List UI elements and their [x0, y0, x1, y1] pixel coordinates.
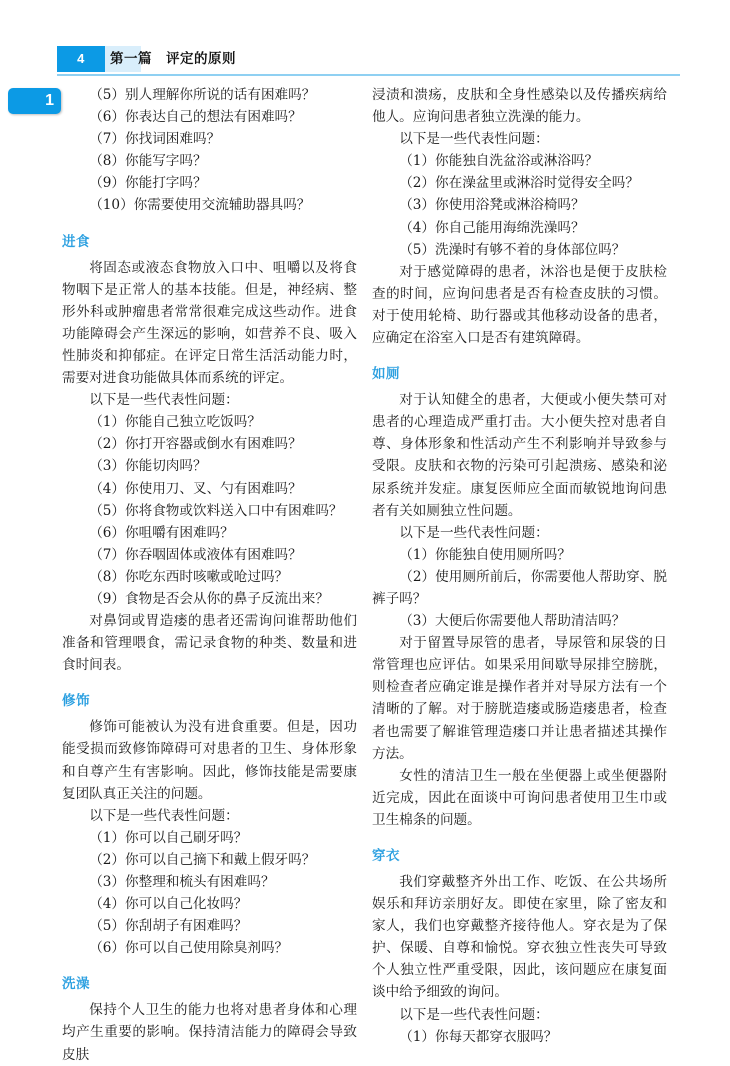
list-item: （4）你可以自己化妆吗？ — [89, 896, 248, 913]
list-item: （2）你在澡盆里或淋浴时觉得安全吗？ — [399, 175, 639, 192]
section-heading-eating: 进食 — [62, 233, 90, 250]
section-heading-dressing: 穿衣 — [372, 848, 400, 864]
section-heading-bathing: 洗澡 — [62, 976, 90, 993]
list-item: （8）你吃东西时咳嗽或呛过吗？ — [89, 568, 289, 585]
header-rule — [57, 74, 680, 76]
list-item: （5）别人理解你所说的话有困难吗？ — [89, 87, 316, 103]
page-body — [0, 84, 730, 1063]
section-paragraph: 修饰可能被认为没有进食重要。但是，因功能受损而致修饰障碍可对患者的卫生、身体形象和自尊产生有害影响。因此，修饰技能是需要康复团队真正关注的问题。 — [62, 719, 357, 802]
list-item: （2）使用厕所前后，你需要他人帮助穿、脱裤子吗？ — [372, 568, 667, 607]
chapter-tab-number: 1 — [45, 92, 54, 109]
section-paragraph: 对于感觉障碍的患者，沐浴也是便于皮肤检查的时间，应询问患者是否有检查皮肤的习惯。对于使用轮椅、助行器或其他移动设备的患者，应确定在浴室入口是否有建筑障碍。 — [372, 263, 667, 347]
section-paragraph: 女性的清洁卫生一般在坐便器上或坐便器附近完成，因此在面谈中可询问患者使用卫生巾或卫生棉条的问题。 — [372, 767, 667, 828]
lead-in-text: 以下是一些代表性问题： — [89, 807, 239, 824]
lead-in-text: 以下是一些代表性问题： — [89, 392, 239, 409]
section-heading-grooming: 修饰 — [62, 693, 90, 710]
list-item: （1）你每天都穿衣服吗？ — [399, 1028, 558, 1045]
question-list-toileting — [372, 544, 667, 632]
list-item: （1）你能自己独立吃饭吗？ — [89, 414, 261, 431]
list-item: （1）你能独自使用厕所吗？ — [399, 546, 571, 563]
list-item: （2）你打开容器或倒水有困难吗？ — [89, 436, 302, 453]
list-item: （2）你可以自己摘下和戴上假牙吗？ — [89, 851, 316, 868]
list-item: （1）你能独自洗盆浴或淋浴吗？ — [399, 153, 599, 170]
section-heading-toileting: 如厕 — [372, 366, 400, 383]
list-item: （4）你使用刀、叉、勺有困难吗？ — [89, 480, 302, 497]
list-item: （10）你需要使用交流辅助器具吗？ — [89, 197, 311, 214]
list-item: （3）你能切肉吗？ — [89, 458, 207, 475]
list-item: （7）你吞咽固体或液体有困难吗？ — [89, 546, 302, 563]
lead-in-text: 以下是一些代表性问题： — [399, 131, 549, 148]
list-item: （1）你可以自己刷牙吗？ — [89, 829, 248, 846]
section-paragraph: 将固态或液态食物放入口中、咀嚼以及将食物咽下是正常人的基本技能。但是，神经病、整形外科或肿瘤患者常常很难完成这些动作。进食功能障碍会产生深远的影响，如营养不良、吸入性肺炎和抑郁症。在评定日常生活活动能力时，需要对进食功能做具体而系统的评定。 — [62, 259, 357, 387]
running-head-title: 第一篇 评定的原则 — [110, 51, 236, 67]
section-paragraph: 对鼻饲或胃造瘘的患者还需询问谁帮助他们准备和管理喂食，需记录食物的种类、数量和进食时间表。 — [62, 613, 357, 674]
list-item: （6）你咀嚼有困难吗？ — [89, 524, 234, 541]
list-item: （5）你将食物或饮料送入口中有困难吗？ — [89, 502, 343, 519]
section-paragraph: 保持个人卫生的能力也将对患者身体和心理均产生重要的影响。保持清洁能力的障碍会导致皮肤 — [62, 1002, 357, 1063]
lead-in-text: 以下是一些代表性问题： — [399, 524, 549, 541]
list-item: （5）洗澡时有够不着的身体部位吗？ — [399, 241, 626, 258]
list-item: （3）你使用浴凳或淋浴椅吗？ — [399, 197, 585, 214]
list-item: （9）你能打字吗？ — [89, 175, 207, 192]
list-item: （6）你可以自己使用除臭剂吗？ — [89, 940, 289, 957]
question-list-continued — [62, 84, 357, 217]
list-item: （9）食物是否会从你的鼻子反流出来？ — [89, 590, 329, 607]
section-paragraph: 对于留置导尿管的患者，导尿管和尿袋的日常管理也应评估。如果采用间歇导尿排空膀胱，则检查者应确定谁是操作者并对导尿方法有一个清晰的了解。对于膀胱造瘘或肠造瘘患者，检查者也需要了解谁管理造瘘口并让患者描述其操作方法。 — [372, 635, 667, 762]
question-list-eating — [62, 411, 357, 610]
lead-in-text: 以下是一些代表性问题： — [399, 1006, 549, 1023]
continued-paragraph: 浸渍和溃疡，皮肤和全身性感染以及传播疾病给他人。应询问患者独立洗澡的能力。 — [372, 87, 667, 126]
list-item: （5）你刮胡子有困难吗？ — [89, 918, 248, 935]
list-item: （3）大便后你需要他人帮助清洁吗？ — [399, 613, 626, 630]
page-number: 4 — [77, 51, 85, 66]
list-item: （8）你能写字吗？ — [89, 153, 207, 170]
list-item: （7）你找词困难吗？ — [89, 131, 221, 148]
section-paragraph: 我们穿戴整齐外出工作、吃饭、在公共场所娱乐和拜访亲朋好友。即使在家里，除了密友和家人，我们也穿戴整齐接待他人。穿衣是为了保护、保暖、自尊和愉悦。穿衣独立性丧失可导致个人独立性严重受限，因此，该问题应在康复面谈中给予细致的询问。 — [372, 874, 667, 1001]
question-list-bathing — [372, 150, 667, 260]
list-item: （3）你整理和梳头有困难吗？ — [89, 874, 275, 890]
section-paragraph: 对于认知健全的患者，大便或小便失禁可对患者的心理造成严重打击。大小便失控对患者自尊、身体形象和性活动产生不利影响并导致参与受限。皮肤和衣物的污染可引起溃疡、感染和泌尿系统并发症。康复医师应全面而敏锐地询问患者有关如厕独立性问题。 — [372, 392, 667, 519]
list-item: （4）你自己能用海绵洗澡吗？ — [399, 219, 585, 236]
list-item: （6）你表达自己的想法有困难吗？ — [89, 109, 302, 126]
left-text-column — [62, 84, 357, 1066]
right-text-column — [372, 84, 667, 1048]
question-list-dressing — [372, 1026, 667, 1048]
page-header — [0, 44, 730, 78]
question-list-grooming — [62, 827, 357, 960]
